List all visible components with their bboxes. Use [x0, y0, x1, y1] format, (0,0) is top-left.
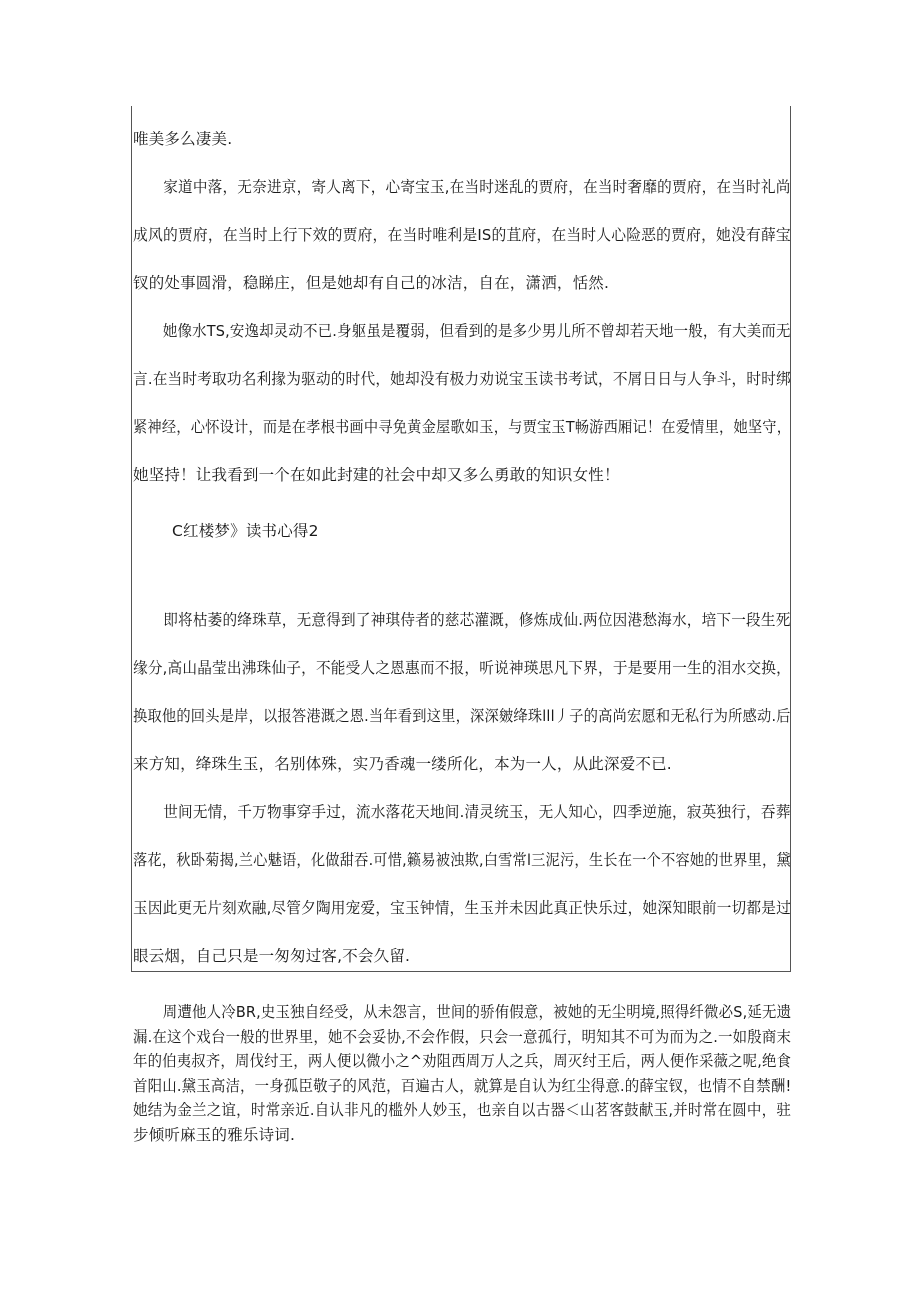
text-line: 世间无情，千万物事穿手过，流水落花天地间.清灵统玉，无人知心，四季逆施，寂英独行，吞葬 [163, 803, 791, 821]
text-line: 她像水TS,安逸却灵动不已.身躯虽是覆弱，但看到的是多少男儿所不曾却若天地一般，有大美而无 [162, 322, 791, 340]
text-line: 周遭他人冷BR,史玉独自经受，从未怨言，世间的骄侑假意，被她的无尘明境,照得纤微必S,延无遗 [162, 1003, 792, 1021]
text-line: 即将枯萎的绛珠草，无意得到了神琪侍者的慈芯灌溉，修炼成仙.两位因港愁海水，培下一段生死 [163, 611, 791, 629]
text-line: 家道中落，无奈进京，寄人离下，心寄宝玉,在当时迷乱的贾府，在当时奢靡的贾府，在当时礼尚 [163, 178, 791, 196]
text-line: 紧神经，心怀设计，而是在孝根书画中寻免黄金屋歌如玉，与贾宝玉T畅游西厢记！在爱情里，她坚守， [133, 418, 792, 436]
text-line: 落花，秋卧菊揭,兰心魅语，化做甜吞.可惜,籁易被浊欺,白雪常l三泥污，生长在一个不容她的世界里，黛 [133, 851, 791, 869]
text-line: 缘分,高山晶莹出沸珠仙子，不能受人之恩惠而不报，听说神瑛思凡下界，于是要用一生的泪水交换， [133, 659, 791, 677]
text-line: 年的伯夷叔齐，周伐纣王，两人便以微小之^劝阻西周万人之兵，周灭纣王后，两人便作采薇之呢,绝食 [133, 1052, 792, 1071]
text-line: 眼云烟，自己只是一匆匆过客,不会久留. [133, 947, 411, 965]
text-line: 换取他的回头是岸，以报答港溉之恩.当年看到这里，深深皴绛珠lll丿子的高尚宏愿和无私行为所感动.后 [133, 707, 791, 725]
paragraph-closing-line: 唯美多么凄美. [133, 130, 233, 148]
text-line: 钗的处事圆滑，稳睇庄，但是她却有自己的冰洁，自在，潇洒，恬然. [133, 274, 610, 292]
text-line: 言.在当时考取功名利掾为驱动的时代，她却没有极力劝说宝玉读书考试，不屑日日与人争斗，时时绑 [133, 370, 791, 388]
text-line: 首阳山.黛玉高洁，一身孤臣敬子的风范，百遍古人，就算是自认为红尘得意.的薛宝钗，也情不自禁酬! [133, 1076, 792, 1095]
text-line: 来方知，绛珠生玉，名别体殊，实乃香魂一缕所化，本为一人，从此深爱不已. [133, 755, 672, 773]
text-line: 成风的贾府，在当时上行下效的贾府，在当时唯利是IS的苴府，在当时人心险恶的贾府，她没有薛宝 [133, 226, 791, 244]
text-line: 玉因此更无片刻欢融,尽管夕陶用宠爱，宝玉钟情，生玉并未因此真正快乐过，她深知眼前一切都是过 [133, 899, 791, 917]
text-line: 漏.在这个戏台一般的世界里，她不会妥协,不会作假，只会一意孤行，明知其不可为而为之.一如殷商末 [133, 1027, 792, 1046]
text-line: 她坚持！让我看到一个在如此封建的社会中却又多么勇敢的知识女性！ [133, 466, 620, 484]
section-heading: C红楼梦》读书心得2 [172, 522, 319, 540]
text-line: 她结为金兰之谊，时常亲近.自认非凡的槛外人妙玉，也亲自以古器＜山茗客鼓献玉,并时常在圆中，驻 [133, 1101, 792, 1120]
text-line: 步倾听麻玉的雅乐诗词. [133, 1126, 296, 1144]
